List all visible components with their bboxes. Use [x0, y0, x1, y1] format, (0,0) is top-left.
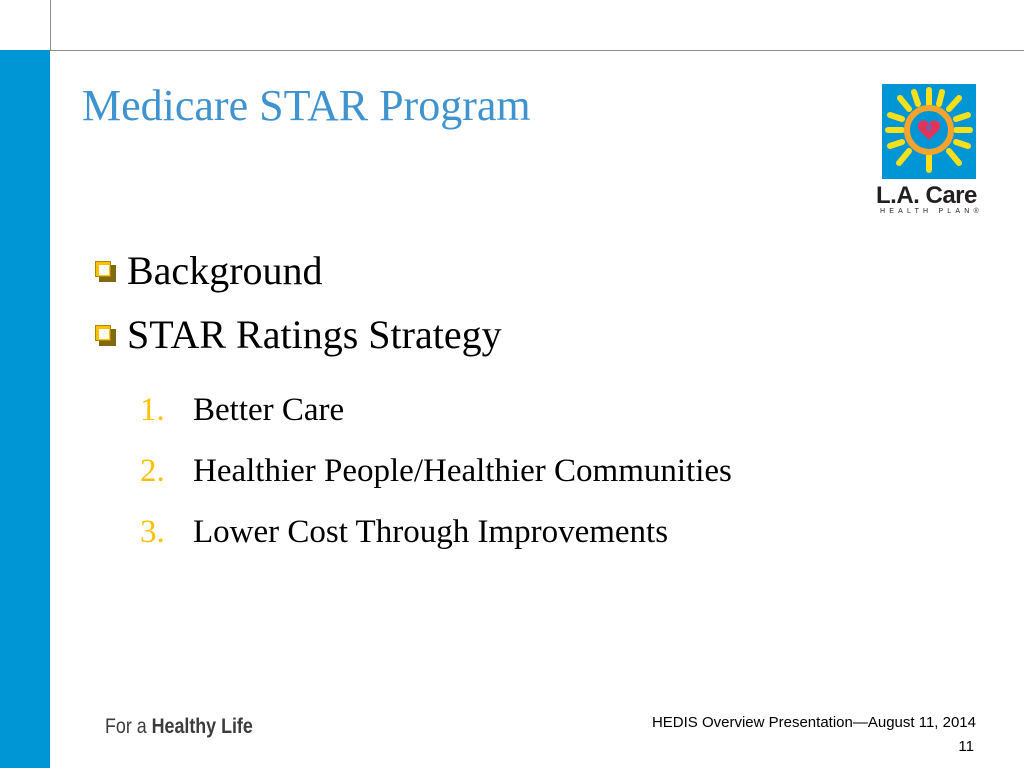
slide-title: Medicare STAR Program: [82, 81, 531, 130]
item-number: 1.: [140, 392, 165, 428]
top-divider-line: [50, 50, 1024, 51]
bullet-item: [95, 238, 502, 302]
item-label: Healthier People/Healthier Communities: [193, 453, 732, 489]
sun-heart-icon: [876, 84, 982, 184]
page-number: 11: [958, 738, 974, 755]
item-number: 2.: [140, 453, 165, 489]
numbered-item: [140, 380, 732, 441]
tagline-strong: Healthy Life: [151, 715, 253, 738]
bullet-label: STAR Ratings Strategy: [127, 311, 502, 357]
la-care-logo: [876, 84, 982, 220]
tagline-prefix: For a: [105, 715, 152, 738]
item-label: Lower Cost Through Improvements: [193, 514, 669, 550]
bullet-item: [95, 302, 502, 366]
main-bullet-list: [95, 238, 502, 366]
logo-wordmark: L.A. Care: [876, 182, 977, 209]
top-divider-vertical: [50, 0, 51, 50]
item-label: Better Care: [193, 392, 345, 428]
item-number: 3.: [140, 514, 165, 550]
footer-presentation-info: HEDIS Overview Presentation—August 11, 2014: [651, 714, 976, 731]
bullet-label: Background: [127, 247, 323, 293]
numbered-item: [140, 441, 732, 502]
left-accent-bar: [0, 50, 50, 768]
numbered-item: [140, 502, 732, 563]
checkbox-bullet-icon: [95, 325, 117, 347]
checkbox-bullet-icon: [95, 261, 117, 283]
footer-tagline: [105, 715, 253, 739]
strategy-numbered-list: [140, 380, 732, 563]
logo-subtitle: HEALTH PLAN®: [880, 208, 983, 215]
